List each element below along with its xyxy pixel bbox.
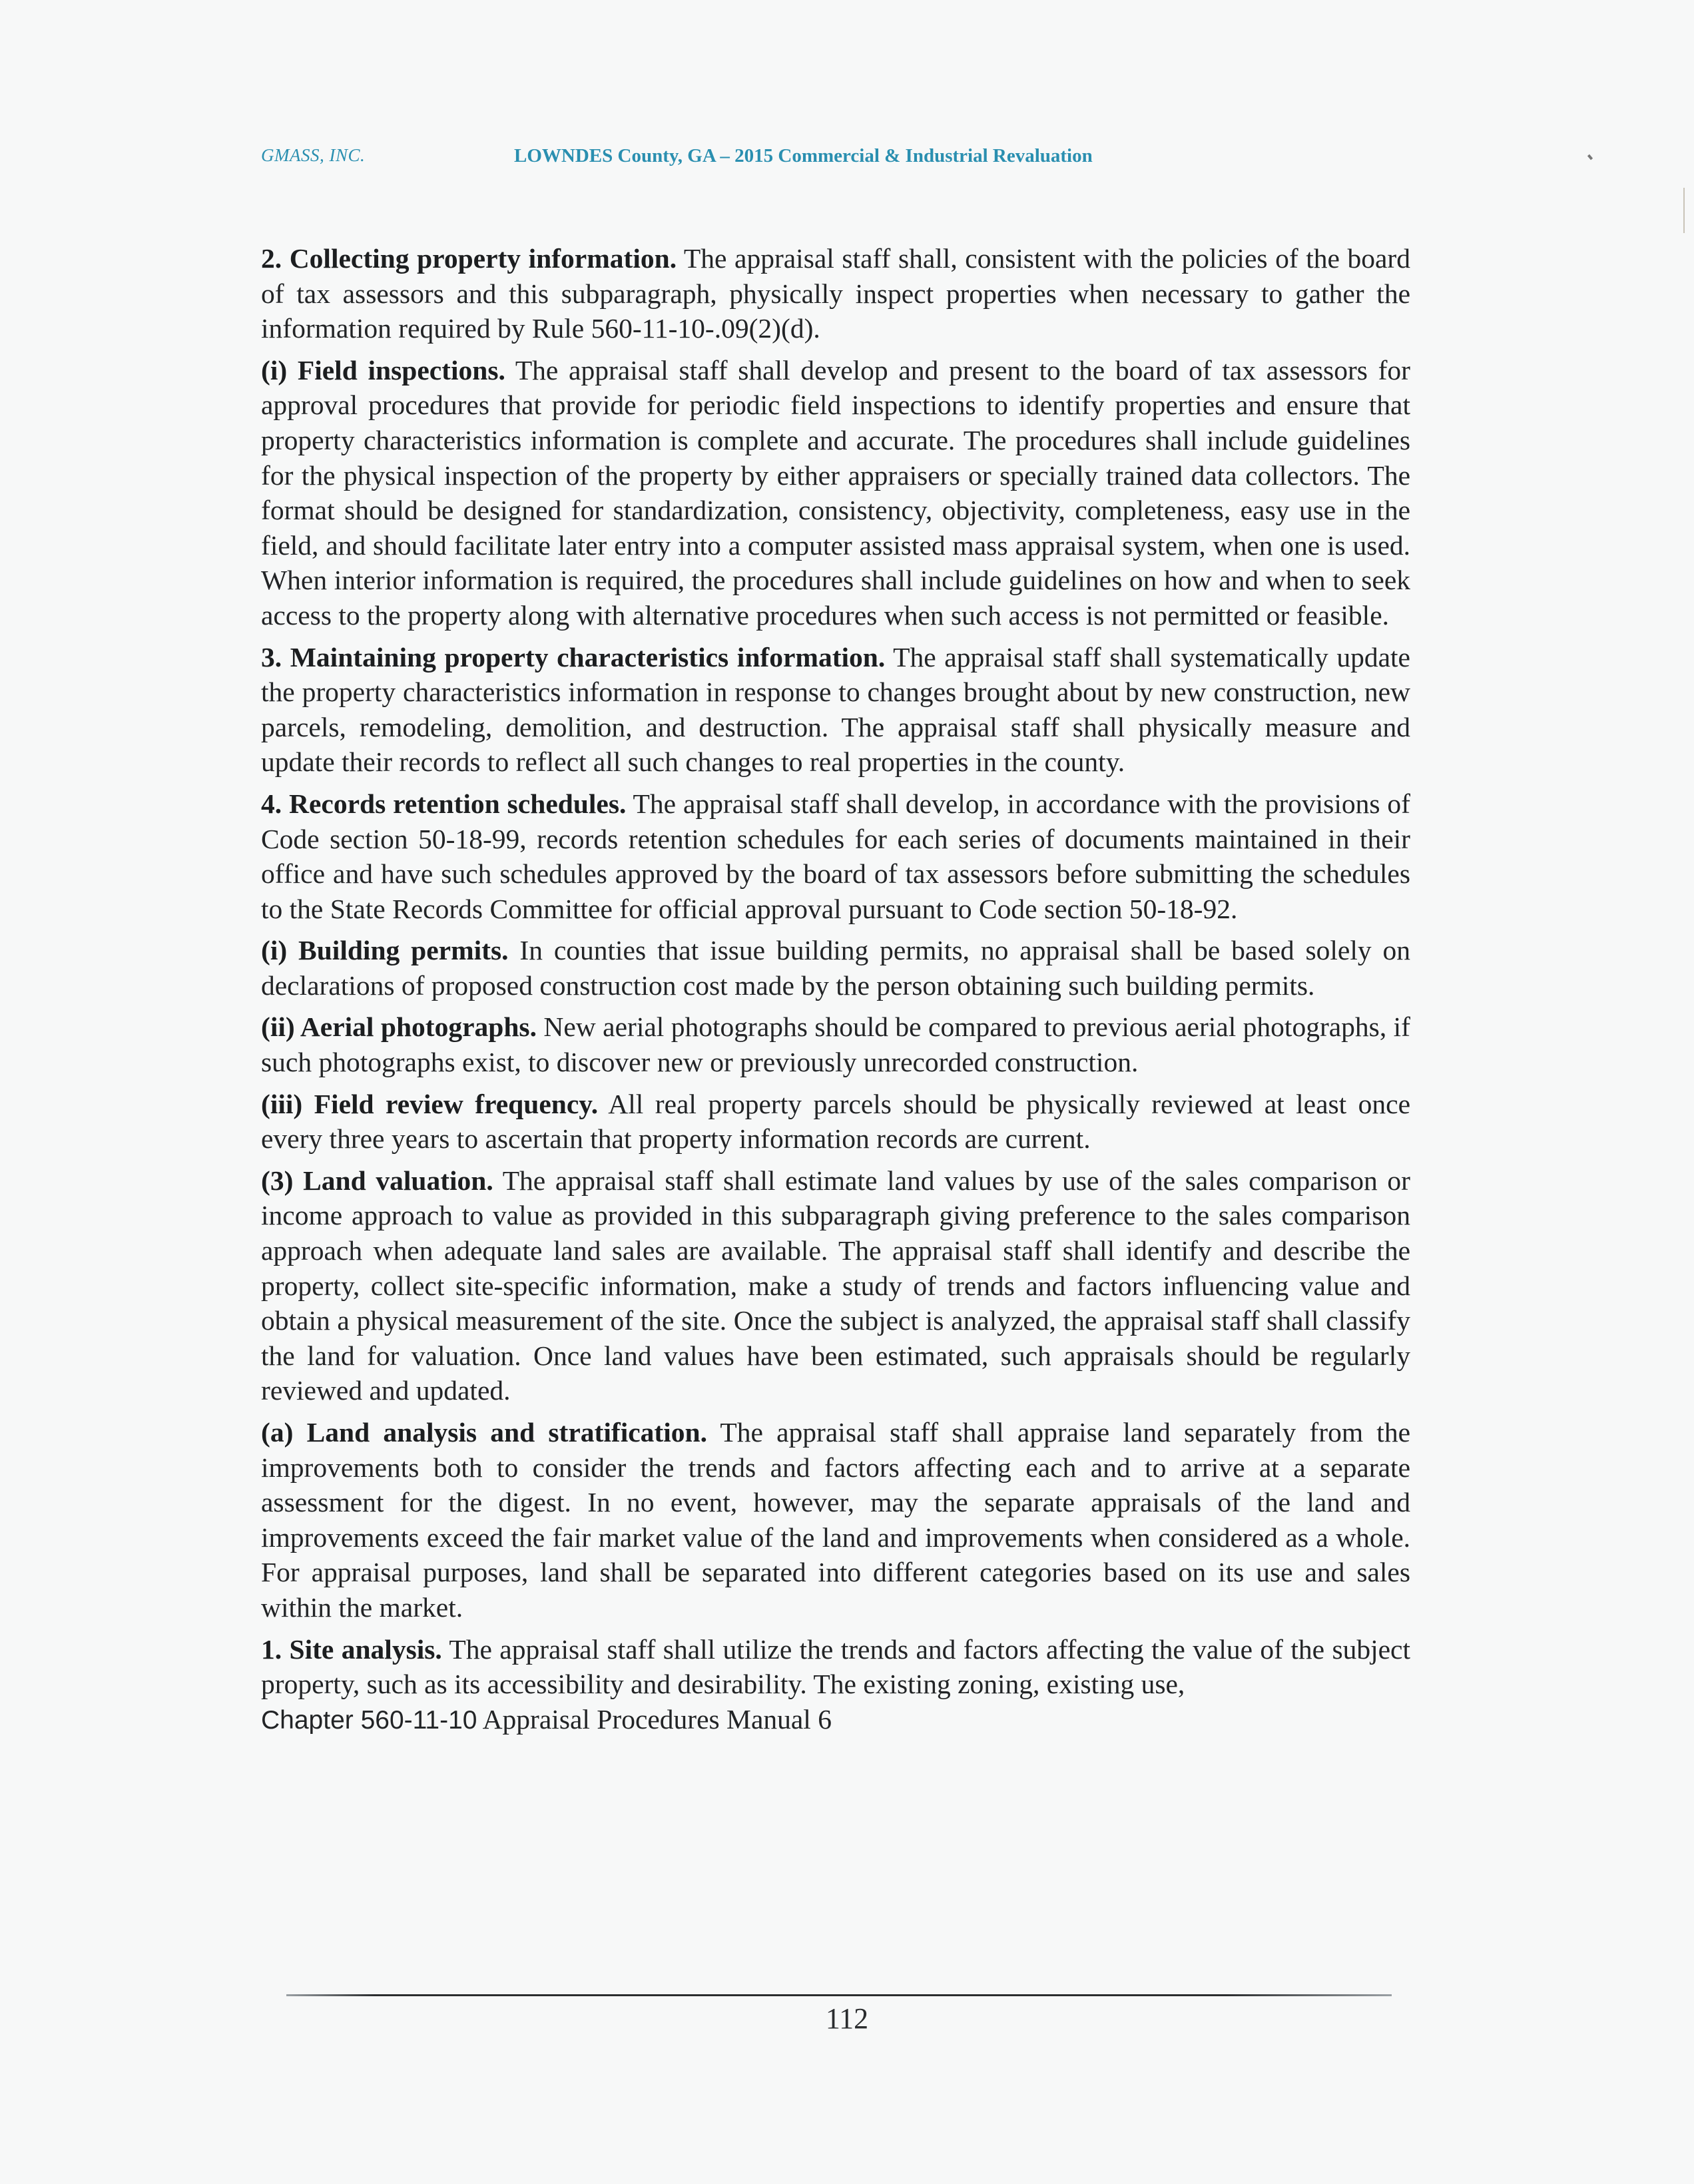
- paragraph-collecting-property-information: [261, 241, 1410, 346]
- paragraph-maintaining-property-characteristics: [261, 640, 1410, 780]
- paragraph-land-analysis: [261, 1415, 1410, 1625]
- paragraph-text: The appraisal staff shall develop, in accordance with the provisions of Code section 50-18-99, records retention schedules for each series of documents maintained in their office and have such schedules approved by the board of tax assessors before submitting the schedules to the State Records Committee for official approval pursuant to Code section 50-18-92.: [261, 788, 1410, 924]
- paragraph-records-retention: [261, 786, 1410, 926]
- paragraph-heading: 1. Site analysis.: [261, 1633, 442, 1665]
- chapter-label: Chapter 560-11-10: [261, 1705, 477, 1735]
- paragraph-text: The appraisal staff shall estimate land values by use of the sales comparison or income approach to value as provided in this subparagraph giving preference to the sales comparison approach when adequate land sales are available. The appraisal staff shall identify and describe the property, collect site-specific information, make a study of trends and factors influencing value and obtain a physical measurement of the site. Once the subject is analyzed, the appraisal staff shall classify the land for valuation. Once land values have been estimated, such appraisals should be regularly reviewed and updated.: [261, 1165, 1410, 1406]
- paragraph-text: New aerial photographs should be compared to previous aerial photographs, if such photographs exist, to discover new or previously unrecorded construction.: [261, 1011, 1410, 1078]
- header-company: GMASS, INC.: [261, 145, 366, 165]
- paragraph-heading: (a) Land analysis and stratification.: [261, 1417, 707, 1448]
- paragraph-heading: 2. Collecting property information.: [261, 243, 677, 274]
- scan-artifact: [1683, 188, 1685, 233]
- paragraph-heading: (3) Land valuation.: [261, 1165, 493, 1196]
- paragraph-heading: 3. Maintaining property characteristics information.: [261, 641, 886, 673]
- paragraph-heading: 4. Records retention schedules.: [261, 788, 627, 819]
- paragraph-text: In counties that issue building permits, no appraisal shall be based solely on declarations of proposed construction cost made by the person obtaining such building permits.: [261, 935, 1410, 1001]
- header-title: LOWNDES County, GA – 2015 Commercial & Industrial Revaluation: [514, 145, 1093, 166]
- paragraph-field-inspections: [261, 353, 1410, 633]
- paragraph-land-valuation: [261, 1163, 1410, 1408]
- paragraph-heading: (iii) Field review frequency.: [261, 1088, 599, 1119]
- paragraph-aerial-photographs: [261, 1009, 1410, 1079]
- paragraph-text: All real property parcels should be physically reviewed at least once every three years to ascertain that property information records are current.: [261, 1088, 1410, 1155]
- paragraph-site-analysis: [261, 1632, 1410, 1702]
- paragraph-heading: (ii) Aerial photographs.: [261, 1011, 537, 1043]
- manual-label: Appraisal Procedures Manual 6: [477, 1703, 832, 1735]
- paragraph-text: The appraisal staff shall develop and present to the board of tax assessors for approval procedures that provide for periodic field inspections to identify properties and ensure that property characteristics information is complete and accurate. The procedures shall include guidelines for the physical inspection of the property by either appraisers or specially trained data collectors. The format should be designed for standardization, consistency, objectivity, completeness, easy use in the field, and should facilitate later entry into a computer assisted mass appraisal system, when one is used. When interior information is required, the procedures shall include guidelines on how and when to seek access to the property along with alternative procedures when such access is not permitted or feasible.: [261, 354, 1410, 631]
- paragraph-heading: (i) Building permits.: [261, 935, 509, 966]
- paragraph-field-review-frequency: [261, 1087, 1410, 1157]
- paragraph-building-permits: [261, 933, 1410, 1003]
- paragraph-heading: (i) Field inspections.: [261, 354, 505, 386]
- scan-artifact: [1587, 154, 1593, 160]
- paragraph-text: The appraisal staff shall, consistent with the policies of the board of tax assessors and this subparagraph, physically inspect properties when necessary to gather the information required by Rule 560-11-10-.09(2)(d).: [261, 243, 1410, 344]
- paragraph-text: The appraisal staff shall appraise land separately from the improvements both to consider the trends and factors affecting each and to arrive at a separate assessment for the digest. In no event, however, may the separate appraisals of the land and improvements exceed the fair market value of the land and improvements when considered as a whole. For appraisal purposes, land shall be separated into different categories based on its use and sales within the market.: [261, 1417, 1411, 1623]
- paragraph-text: The appraisal staff shall utilize the trends and factors affecting the value of the subject property, such as its accessibility and desirability. The existing zoning, existing use,: [261, 1633, 1410, 1700]
- page-number: 112: [825, 2002, 869, 2035]
- document-body: [261, 241, 1410, 1738]
- footer-divider: [286, 1994, 1392, 1996]
- page-header: [261, 145, 1460, 172]
- paragraph-text: The appraisal staff shall systematically update the property characteristics information in response to changes brought about by new construction, new parcels, remodeling, demolition, and destruction. The appraisal staff shall physically measure and update their records to reflect all such changes to real properties in the county.: [261, 641, 1410, 778]
- chapter-footer: [261, 1702, 1410, 1739]
